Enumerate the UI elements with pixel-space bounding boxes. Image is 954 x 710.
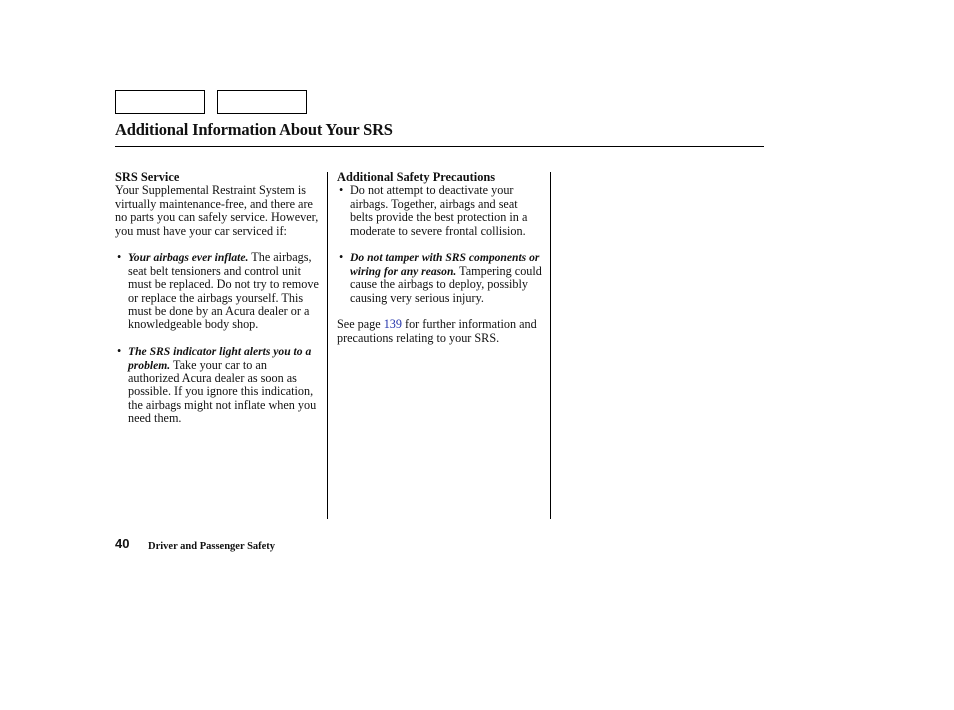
page-number: 40	[115, 536, 130, 551]
srs-service-heading: SRS Service	[115, 170, 180, 184]
see-page-note	[337, 318, 542, 345]
bullet-emphasis: Your airbags ever inflate.	[128, 251, 249, 265]
column-divider-2	[550, 172, 551, 519]
bullet-text: The airbags, seat belt tensioners and control unit must be replaced. Do not try to remove or replace the airbags yourself. This must be done by an Acura dealer or a knowledgeable body shop.	[128, 250, 319, 332]
see-page-suffix: for further information and precautions relating to your SRS.	[337, 317, 537, 345]
bullet-item	[115, 345, 320, 425]
title-divider	[115, 146, 764, 147]
bullet-emphasis: Do not tamper with SRS components or wiring for any reason.	[350, 251, 540, 278]
bullet-emphasis: The SRS indicator light alerts you to a problem.	[128, 345, 312, 372]
section-footer: Driver and Passenger Safety	[148, 541, 276, 552]
bullet-dot: •	[339, 183, 344, 198]
bullet-item	[337, 251, 542, 305]
srs-service-intro: Your Supplemental Restraint System is virtually maintenance-free, and there are no parts you can safely service. However, you must have your car serviced if:	[115, 183, 319, 238]
bullet-text: Take your car to an authorized Acura dealer as soon as possible. If you ignore this indication, the airbags might not inflate when you need them.	[128, 357, 317, 426]
page-title: Additional Information About Your SRS	[115, 120, 393, 139]
bullet-dot: •	[117, 250, 122, 265]
nav-prev-button[interactable]	[115, 90, 205, 114]
nav-next-button[interactable]	[217, 90, 307, 114]
bullet-dot: •	[117, 344, 122, 359]
srs-service-column	[115, 171, 320, 439]
bullet-text: Do not attempt to deactivate your airbags. Together, airbags and seat belts provide the best protection in a moderate to severe frontal collision.	[350, 183, 528, 238]
bullet-dot: •	[339, 250, 344, 265]
safety-precautions-column	[337, 171, 542, 345]
see-page-prefix: See page	[337, 317, 384, 332]
bullet-item	[115, 251, 320, 331]
page-139-link[interactable]: 139	[383, 317, 402, 332]
column-divider-1	[327, 172, 328, 519]
bullet-text: Tampering could cause the airbags to deploy, possibly causing very serious injury.	[350, 263, 542, 305]
bullet-item	[337, 184, 542, 238]
safety-precautions-heading: Additional Safety Precautions	[337, 170, 496, 184]
